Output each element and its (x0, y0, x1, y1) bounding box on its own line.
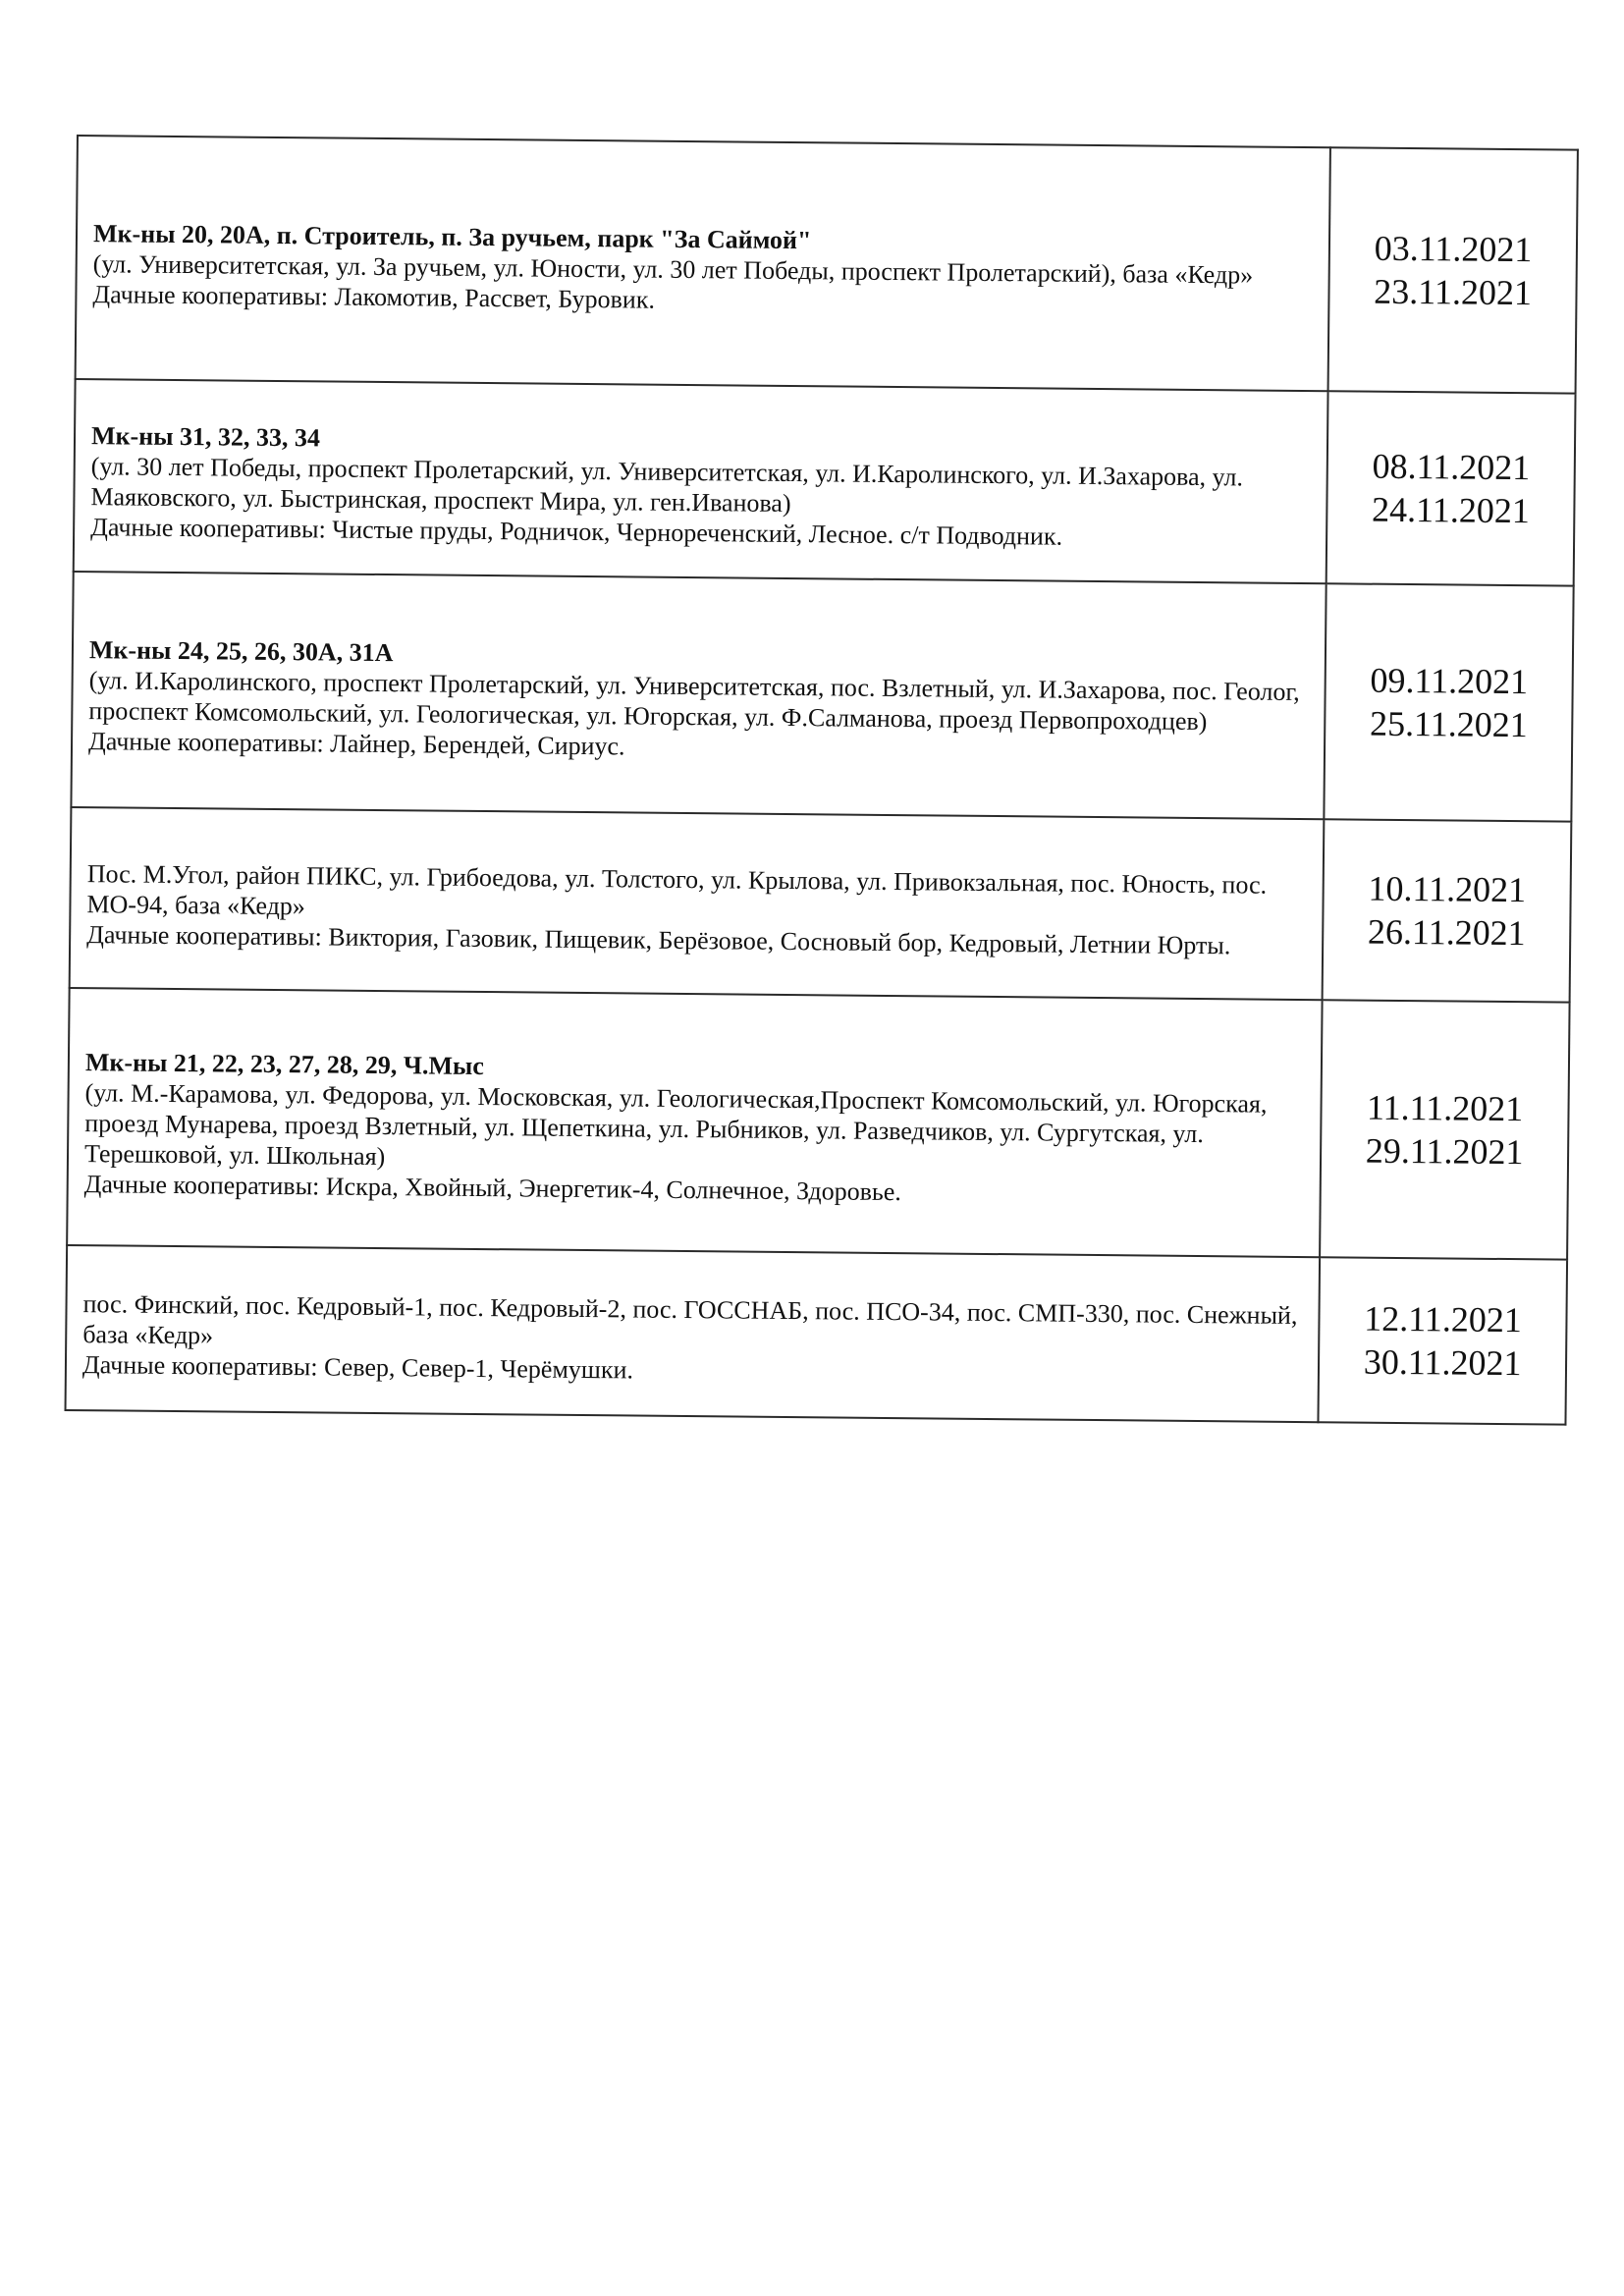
area-title: пос. Финский, пос. Кедровый-1, пос. Кедровый-2, пос. ГОССНАБ, пос. ПСО-34, пос. СМП-330, пос. Снежный, база «Кедр» (82, 1288, 1298, 1349)
cooperatives-text: Дачные кооперативы: Искра, Хвойный, Энергетик-4, Солнечное, Здоровье. (83, 1169, 901, 1206)
table-row (67, 988, 1569, 1260)
date-first: 08.11.2021 (1372, 446, 1531, 488)
cooperatives-text: Дачные кооперативы: Лайнер, Берендей, Сириус. (87, 727, 625, 761)
date-second: 23.11.2021 (1374, 271, 1533, 313)
date-second: 26.11.2021 (1367, 911, 1526, 954)
area-cell (74, 379, 1328, 583)
area-cell (66, 1245, 1321, 1422)
cooperatives-text: Дачные кооперативы: Лакомотив, Рассвет, Буровик. (92, 279, 656, 314)
streets-text: (ул. М.-Карамова, ул. Федорова, ул. Московская, ул. Геологическая,Проспект Комсомольский, ул. Югорская, проезд Мунарева, проезд Взлетный, ул. Щепеткина, ул. Рыбников, ул. Разведчиков, ул. Сургутская, ул. Терешковой, ул. Школьная) (83, 1077, 1268, 1171)
area-title: Мк-ны 31, 32, 33, 34 (90, 421, 321, 453)
date-second: 25.11.2021 (1369, 703, 1528, 745)
date-second: 29.11.2021 (1365, 1130, 1524, 1173)
area-cell (70, 807, 1325, 1000)
date-cell (1328, 147, 1578, 393)
date-cell (1319, 1257, 1567, 1424)
area-cell (67, 988, 1323, 1257)
date-first: 10.11.2021 (1368, 868, 1527, 910)
date-first: 12.11.2021 (1364, 1298, 1523, 1340)
schedule-table (65, 135, 1579, 1426)
area-title: Пос. М.Угол, район ПИКС, ул. Грибоедова, ул. Толстого, ул. Крылова, ул. Привокзальная, пос. Юность, пос. МО-94, база «Кедр» (86, 858, 1268, 920)
cooperatives-text: Дачные кооперативы: Виктория, Газовик, Пищевик, Берёзовое, Сосновый бор, Кедровый, Летнии Юрты. (86, 919, 1231, 959)
date-cell (1325, 583, 1574, 821)
table-row (70, 807, 1572, 1003)
date-first: 09.11.2021 (1370, 660, 1529, 702)
area-title: Мк-ны 20, 20А, п. Строитель, п. За ручьем, парк "За Саймой" (92, 218, 812, 254)
table-row (76, 136, 1578, 394)
streets-text: (ул. И.Каролинского, проспект Пролетарский, ул. Университетская, пос. Взлетный, ул. И.Захарова, пос. Геолог, проспект Комсомольский, ул. Геологическая, ул. Югорская, ул. Ф.Салманова, проезд Первопроходцев) (88, 666, 1300, 737)
date-second: 24.11.2021 (1371, 489, 1531, 531)
date-cell (1323, 819, 1572, 1002)
table-row (74, 379, 1576, 586)
date-cell (1326, 391, 1576, 585)
area-title: Мк-ны 21, 22, 23, 27, 28, 29, Ч.Мыс (84, 1047, 484, 1080)
table-row (66, 1245, 1568, 1425)
cooperatives-text: Дачные кооперативы: Север, Север-1, Черёмушки. (81, 1349, 634, 1384)
area-cell (71, 572, 1326, 819)
date-first: 11.11.2021 (1366, 1087, 1524, 1129)
date-cell (1320, 1000, 1569, 1259)
cooperatives-text: Дачные кооперативы: Чистые пруды, Родничок, Чернореченский, Лесное. с/т Подводник. (90, 513, 1063, 551)
area-cell (76, 136, 1331, 391)
streets-text: (ул. Университетская, ул. За ручьем, ул. Юности, ул. 30 лет Победы, проспект Пролетарский), база «Кедр» (92, 248, 1254, 290)
date-second: 30.11.2021 (1363, 1341, 1522, 1384)
streets-text: (ул. 30 лет Победы, проспект Пролетарский, ул. Университетская, ул. И.Каролинского, ул. И.Захарова, ул. Маяковского, ул. Быстринская, проспект Мира, ул. ген.Иванова) (90, 452, 1244, 519)
area-title: Мк-ны 24, 25, 26, 30А, 31А (88, 635, 394, 668)
table-row (71, 572, 1573, 822)
date-first: 03.11.2021 (1374, 228, 1533, 270)
